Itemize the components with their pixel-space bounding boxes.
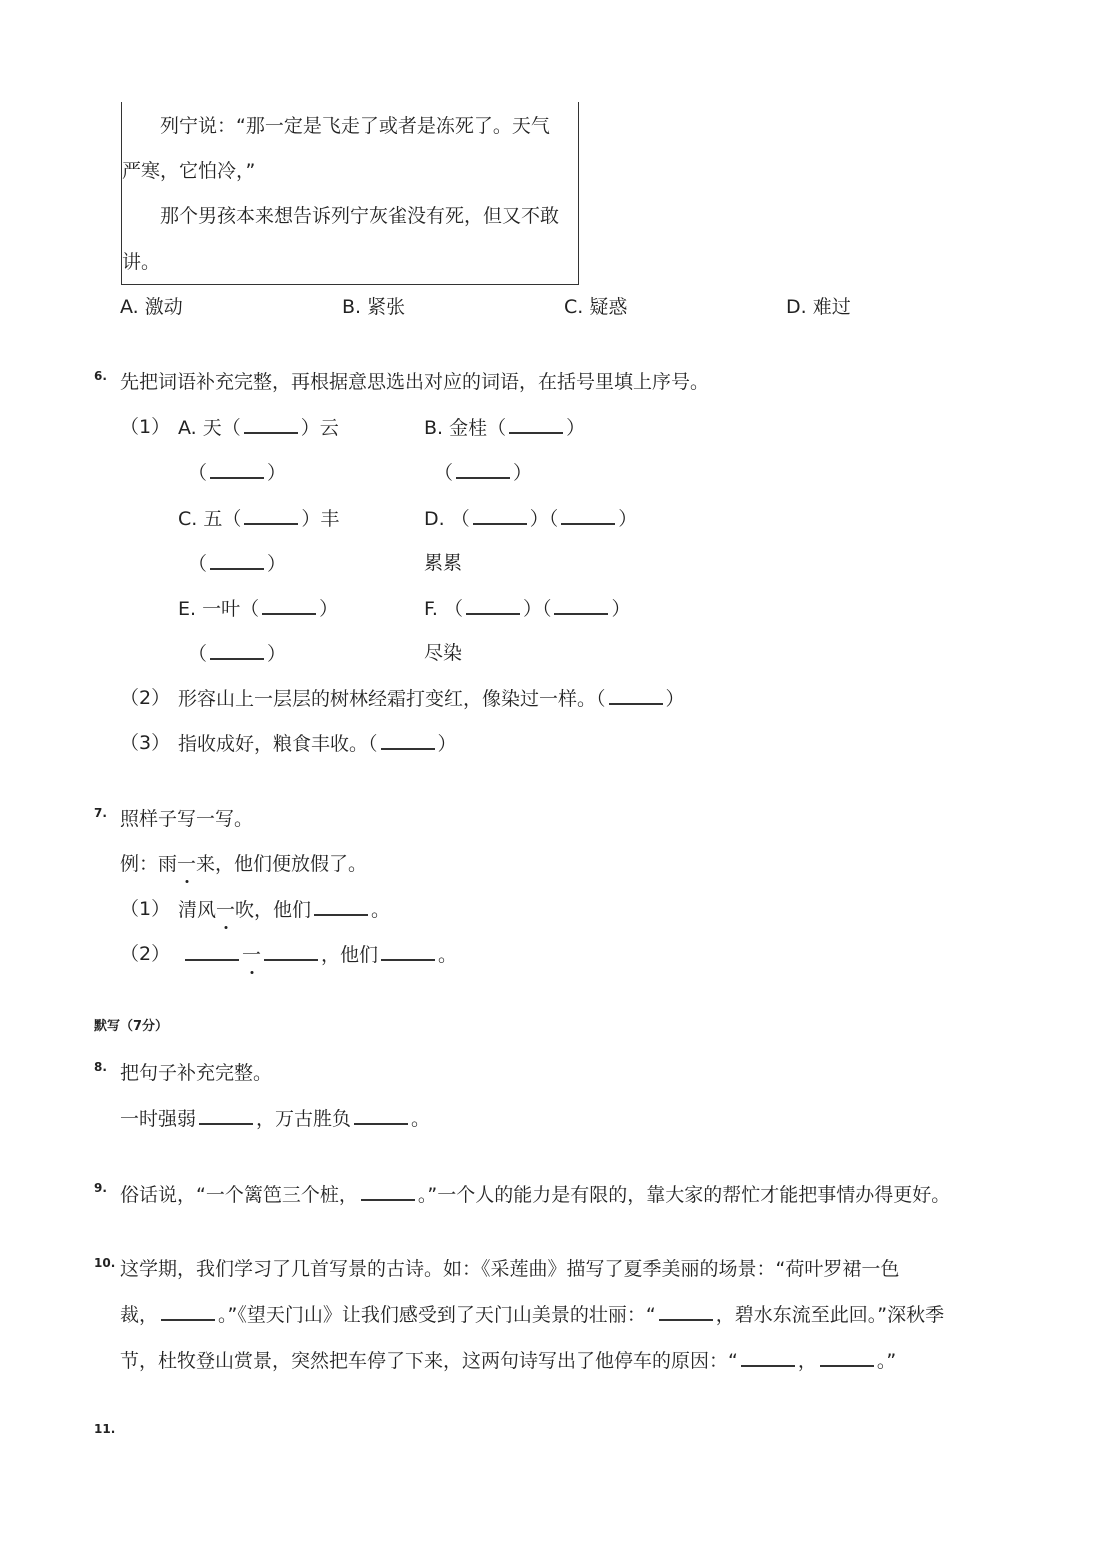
q5-option-c[interactable]: C. 疑惑 [564,296,628,318]
passage-line-2: 严寒，它怕冷，” [122,160,256,182]
emphasis-dot-char: 一 [242,944,262,966]
q6-item-b: B. 金桂（ ） [424,417,586,439]
q6-prompt: 先把词语补充完整，再根据意思选出对应的词语，在括号里填上序号。 [120,371,710,393]
answer-blank[interactable] [659,1305,713,1321]
q6-item-a-answer: （ ） [188,462,287,484]
answer-blank[interactable] [210,554,264,570]
q6-part2-label: （2） [120,687,171,709]
q10-line-2: 裁， 。”《望天门山》让我们感受到了天门山美景的壮丽：“ ，碧水东流至此回。”深秋季 [120,1304,945,1326]
answer-blank[interactable] [381,945,435,961]
question-number: 8. [94,1060,107,1074]
q6-part3: 指收成好，粮食丰收。（ ） [178,733,457,755]
q6-item-d: D. （ ）（ ） [424,508,638,530]
q8-sentence: 一时强弱 ，万古胜负 。 [120,1108,431,1130]
answer-blank[interactable] [609,689,663,705]
q7-p1-label: （1） [120,898,171,920]
q7-prompt: 照样子写一写。 [120,808,254,830]
answer-blank[interactable] [185,945,239,961]
q6-item-c-answer: （ ） [188,553,287,575]
answer-blank[interactable] [361,1185,415,1201]
emphasis-dot-char: 一 [177,853,197,875]
passage-line-1: 列宁说：“那一定是飞走了或者是冻死了。天气 [160,115,550,137]
q7-p2-label: （2） [120,943,171,965]
q10-line-1: 这学期，我们学习了几首写景的古诗。如：《采莲曲》描写了夏季美丽的场景：“荷叶罗裙一色 [120,1258,900,1280]
answer-blank[interactable] [264,945,318,961]
answer-blank[interactable] [554,599,608,615]
passage-line-4: 讲。 [122,251,161,273]
q7-part2: 一 ，他们 。 [182,945,457,965]
q6-item-f-tail: 尽染 [424,642,463,664]
answer-blank[interactable] [199,1109,253,1125]
answer-blank[interactable] [561,509,615,525]
q5-option-d[interactable]: D. 难过 [786,296,851,318]
question-number: 11. [94,1422,116,1436]
q6-item-d-tail: 累累 [424,552,463,574]
answer-blank[interactable] [244,509,298,525]
q7-part1: 清风一吹，他们 。 [178,899,391,921]
q6-item-e: E. 一叶（ ） [178,598,339,620]
q6-part1-label: （1） [120,416,171,438]
answer-blank[interactable] [161,1305,215,1321]
q5-option-b[interactable]: B. 紧张 [342,296,406,318]
q8-prompt: 把句子补充完整。 [120,1062,273,1084]
answer-blank[interactable] [262,599,316,615]
answer-blank[interactable] [381,734,435,750]
q6-item-c: C. 五（ ）丰 [178,508,340,530]
section-title: 默写（7分） [94,1019,169,1034]
question-number: 7. [94,806,107,820]
answer-blank[interactable] [466,599,520,615]
answer-blank[interactable] [210,463,264,479]
answer-blank[interactable] [509,418,563,434]
answer-blank[interactable] [741,1351,795,1367]
emphasis-dot-char: 一 [216,899,236,921]
question-number: 10. [94,1256,116,1270]
answer-blank[interactable] [354,1109,408,1125]
q6-part2: 形容山上一层层的树林经霜打变红，像染过一样。（ ） [178,688,685,710]
question-number: 6. [94,369,107,383]
question-number: 9. [94,1181,107,1195]
answer-blank[interactable] [314,900,368,916]
q6-item-f: F. （ ）（ ） [424,598,631,620]
q6-item-e-answer: （ ） [188,643,287,665]
q5-option-a[interactable]: A. 激动 [120,296,183,318]
answer-blank[interactable] [820,1351,874,1367]
q6-part3-label: （3） [120,732,171,754]
q6-item-b-answer: （ ） [434,462,533,484]
q10-line-3: 节，杜牧登山赏景，突然把车停了下来，这两句诗写出了他停车的原因：“ ， 。” [120,1350,897,1372]
q6-item-a: A. 天（ ）云 [178,417,339,439]
answer-blank[interactable] [210,644,264,660]
answer-blank[interactable] [456,463,510,479]
answer-blank[interactable] [473,509,527,525]
q7-example: 例：雨一来，他们便放假了。 [120,853,368,875]
answer-blank[interactable] [244,418,298,434]
passage-line-3: 那个男孩本来想告诉列宁灰雀没有死，但又不敢 [160,205,560,227]
q9-sentence: 俗话说，“一个篱笆三个桩， 。”一个人的能力是有限的，靠大家的帮忙才能把事情办得更好。 [120,1184,951,1206]
